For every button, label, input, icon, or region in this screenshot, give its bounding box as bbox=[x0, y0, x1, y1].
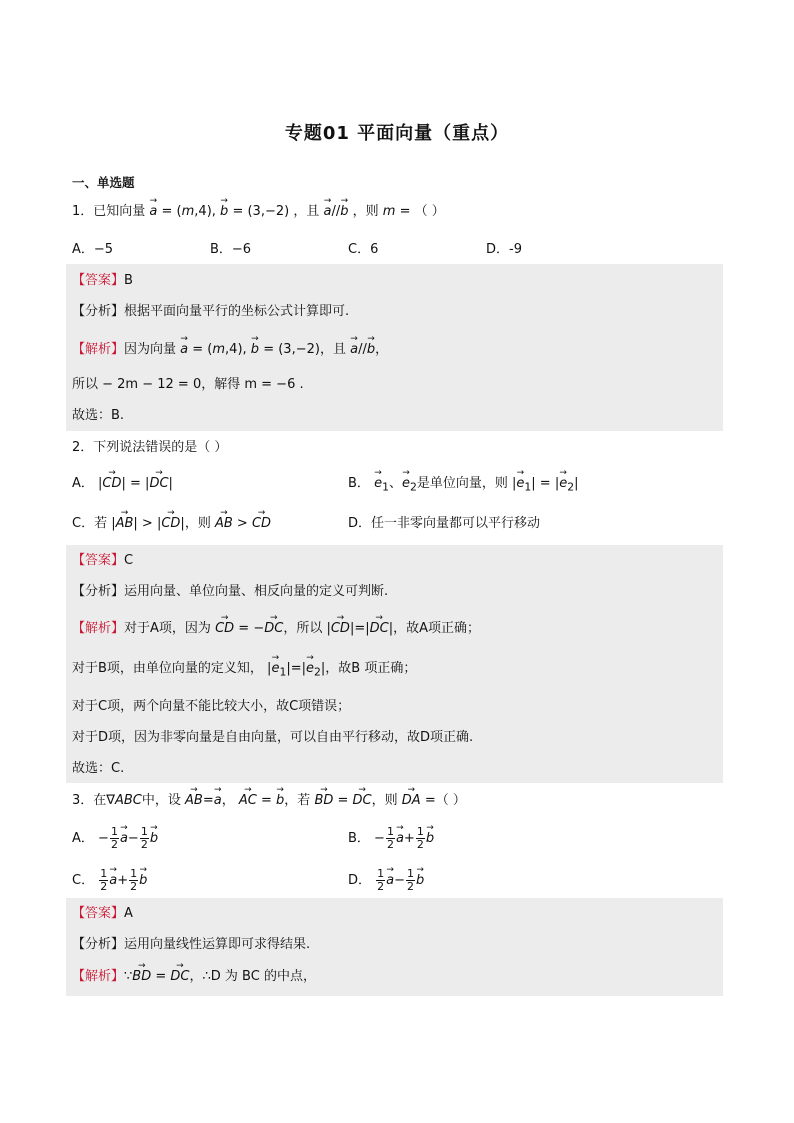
q3-stem-text-4: ，则 bbox=[371, 793, 398, 808]
q1-option-d: D．-9 bbox=[486, 242, 522, 257]
q2-option-a-label: A． bbox=[72, 476, 94, 491]
q2-option-b-text: 是单位向量，则 bbox=[416, 476, 508, 491]
q3-stem-text: 3．在 bbox=[72, 793, 107, 808]
q3-option-c-label: C． bbox=[72, 873, 95, 888]
q1-answer-value: B bbox=[124, 273, 133, 288]
q1-stem-text: 1．已知向量 bbox=[72, 204, 146, 219]
q2-answer-value: C bbox=[124, 553, 134, 568]
q3-option-a-label: A． bbox=[72, 831, 94, 846]
q2-answer bbox=[72, 551, 133, 571]
q1-answer bbox=[72, 271, 133, 291]
q3-paren: （ ） bbox=[435, 793, 466, 808]
q3-analysis-text: 运用向量线性运算即可求得结果. bbox=[124, 937, 311, 952]
q2-option-c-text: ，则 bbox=[184, 516, 211, 531]
q3-analysis bbox=[72, 935, 310, 955]
answer-label: 【答案】 bbox=[72, 906, 125, 921]
q1-solution-line-1 bbox=[72, 340, 388, 360]
q1-solution-line-3: 故选：B. bbox=[72, 408, 125, 423]
q3-option-b: B． − $\frac{1}{2}$ → a+ $\frac{1}{2}$ → b bbox=[348, 826, 434, 851]
question-2-stem: 2．下列说法错误的是（ ） bbox=[72, 440, 228, 455]
q2-solution-line-5: 故选：C. bbox=[72, 761, 125, 776]
analysis-label: 【分析】 bbox=[72, 937, 125, 952]
q1-option-a: A．−5 bbox=[72, 242, 114, 257]
q1-parallel: → a//→ b bbox=[323, 204, 348, 219]
q1-stem-text-3: ，则 bbox=[352, 204, 379, 219]
q3-option-b-label: B． bbox=[348, 831, 370, 846]
q2-option-a: A． |→ CD| = |→ DC| bbox=[72, 474, 173, 494]
answer-label: 【答案】 bbox=[72, 273, 125, 288]
q1-sol1-text-2: ，且 bbox=[319, 342, 346, 357]
q1-option-c: C．6 bbox=[348, 242, 379, 257]
q3-stem-text-2: 中，设 bbox=[141, 793, 181, 808]
q1-sol-vector-b: → b = (3,−2) bbox=[251, 342, 320, 357]
q1-sol-vector-a: → a = (m,4), bbox=[180, 342, 246, 357]
q2-sol2-text-2: ，故B 项正确； bbox=[325, 661, 417, 676]
solution-label: 【解析】 bbox=[72, 621, 125, 636]
section-heading: 一、单选题 bbox=[72, 175, 135, 190]
q2-sol1-text: 对于A项，因为 bbox=[124, 621, 211, 636]
q3-option-d: D． $\frac{1}{2}$ → a− $\frac{1}{2}$ → b bbox=[348, 868, 424, 893]
question-1-stem bbox=[72, 202, 445, 222]
q1-sol1-text-3: ， bbox=[375, 342, 389, 357]
solution-label: 【解析】 bbox=[72, 969, 125, 984]
q2-analysis bbox=[72, 582, 388, 602]
q2-analysis-text: 运用向量、单位向量、相反向量的定义可判断. bbox=[124, 584, 389, 599]
q2-solution-line-3: 对于C项，两个向量不能比较大小，故C项错误； bbox=[72, 699, 351, 714]
q3-option-c: C． $\frac{1}{2}$ → a+ $\frac{1}{2}$ → b bbox=[72, 868, 147, 893]
q3-sol1-text: ，∴D 为 BC 的中点， bbox=[189, 969, 316, 984]
q1-sol-parallel: → a//→ b bbox=[350, 342, 375, 357]
q1-analysis-text: 根据平面向量平行的坐标公式计算即可. bbox=[124, 304, 350, 319]
q2-option-b-label: B． bbox=[348, 476, 370, 491]
q3-option-d-label: D． bbox=[348, 873, 372, 888]
q1-vector-b: → b = (3,−2) bbox=[220, 204, 289, 219]
q2-solution-line-4: 对于D项，因为非零向量是自由向量，可以自由平行移动，故D项正确. bbox=[72, 730, 474, 745]
q1-analysis bbox=[72, 302, 349, 322]
q3-answer bbox=[72, 904, 133, 924]
question-3-stem: 3．在∇ABC中，设 → AB=→ a， → AC = → b，若 → BD = → DC，则 → DA =（ ） bbox=[72, 791, 466, 811]
q1-m: m = bbox=[382, 204, 411, 219]
q1-stem-text-2: ，且 bbox=[293, 204, 320, 219]
q1-vector-a: → a = (m,4), bbox=[149, 204, 215, 219]
q2-sol2-text: 对于B项，由单位向量的定义知， bbox=[72, 661, 263, 676]
q2-solution-line-1: 【解析】对于A项，因为 → CD = −→ DC，所以 |→ CD|=|→ DC|，故A项正确； bbox=[72, 619, 480, 639]
q2-sol1-text-2: ，所以 bbox=[283, 621, 323, 636]
q3-stem-text-3: ，若 bbox=[284, 793, 311, 808]
q3-triangle: ∇ABC bbox=[106, 793, 142, 808]
q2-option-c-label: C．若 bbox=[72, 516, 108, 531]
solution-label: 【解析】 bbox=[72, 342, 125, 357]
q3-answer-value: A bbox=[124, 906, 133, 921]
q2-option-d: D．任一非零向量都可以平行移动 bbox=[348, 516, 541, 531]
q2-sol1-text-3: ，故A项正确； bbox=[393, 621, 480, 636]
answer-label: 【答案】 bbox=[72, 553, 125, 568]
q2-solution-line-2: 对于B项，由单位向量的定义知， |→ $e_1|=|\to e_2|$，故B 项正确； bbox=[72, 659, 416, 683]
q2-option-b: B． → $e_1$、→ $e_2$是单位向量，则 |→ $e_1|$ = |→ $e_2|$ bbox=[348, 474, 578, 498]
analysis-label: 【分析】 bbox=[72, 304, 125, 319]
q1-option-b: B．−6 bbox=[210, 242, 252, 257]
q2-option-c: C．若 |→ AB| > |→ CD|，则 → AB > → CD bbox=[72, 514, 271, 534]
q1-solution-line-2: 所以 − 2m − 12 = 0，解得 m = −6 . bbox=[72, 377, 304, 392]
page-title: 专题01 平面向量（重点） bbox=[284, 123, 510, 144]
q3-solution-line-1: 【解析】∵→ BD = → DC，∴D 为 BC 的中点， bbox=[72, 967, 316, 987]
q3-option-a: A． − $\frac{1}{2}$ → a− $\frac{1}{2}$ → b bbox=[72, 826, 158, 851]
q1-paren: （ ） bbox=[414, 204, 445, 219]
q1-sol1-text: 因为向量 bbox=[124, 342, 177, 357]
analysis-label: 【分析】 bbox=[72, 584, 125, 599]
